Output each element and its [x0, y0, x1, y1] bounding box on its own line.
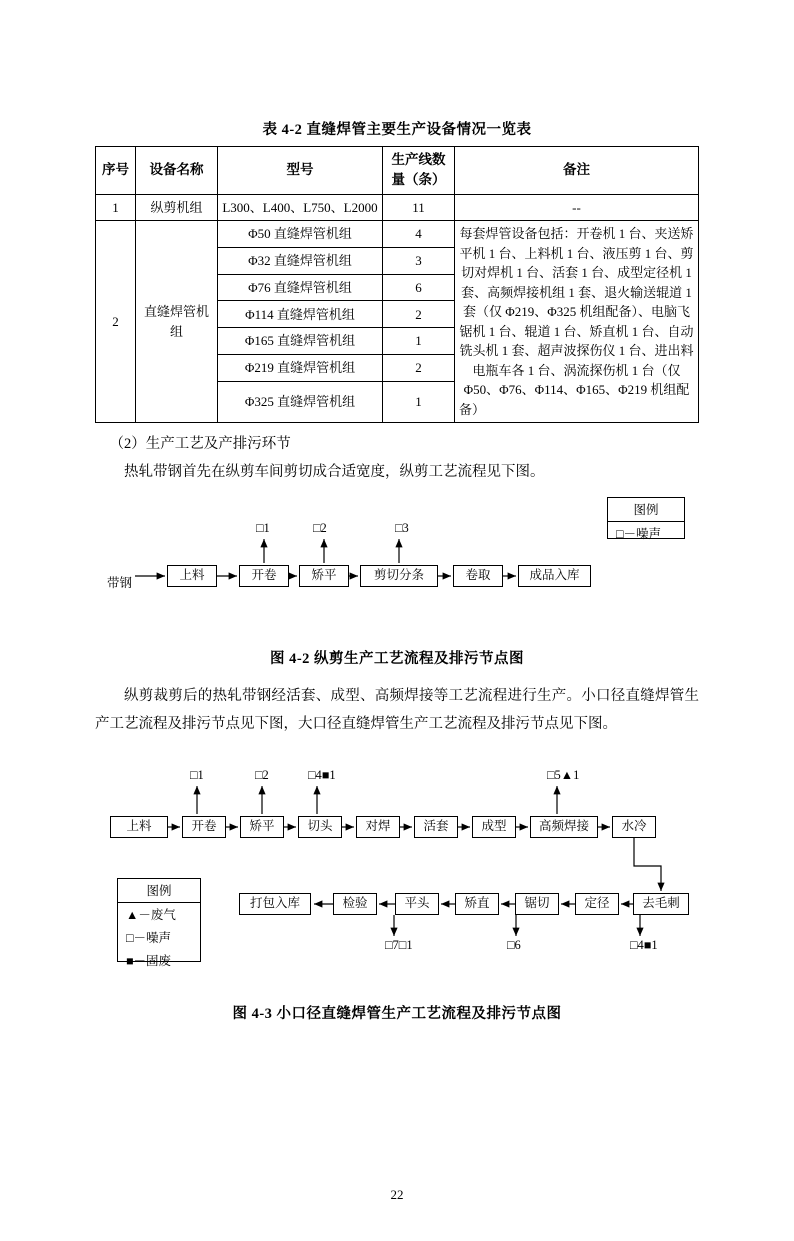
- figure1-marker-1: □1: [256, 520, 270, 535]
- figure2-box-shuileng: 水冷: [612, 816, 656, 838]
- cell-model: Φ50 直缝焊管机组: [218, 221, 383, 248]
- cell-model: Φ32 直缝焊管机组: [218, 247, 383, 274]
- cell-no: 2: [96, 221, 136, 423]
- cell-qty: 2: [383, 301, 455, 328]
- figure1-legend-title: 图例: [608, 498, 684, 522]
- figure-2-diagram: [95, 766, 699, 996]
- cell-qty: 2: [383, 355, 455, 382]
- figure2-marker-top-1: □1: [190, 768, 204, 783]
- cell-name: 纵剪机组: [136, 194, 218, 221]
- figure2-box-huotao: 活套: [414, 816, 458, 838]
- cell-qty: 11: [383, 194, 455, 221]
- cell-remark: --: [455, 194, 699, 221]
- table-header-no: 序号: [96, 147, 136, 195]
- figure1-box-juanqu: 卷取: [453, 565, 503, 587]
- figure1-box-shangliao: 上料: [167, 565, 217, 587]
- figure2-box-jianyan: 检验: [333, 893, 377, 915]
- figure2-box-qumaoci: 去毛刺: [633, 893, 689, 915]
- figure2-box-jiaozhi: 矫直: [455, 893, 499, 915]
- page-number: 22: [390, 1187, 404, 1202]
- figure2-box-kaijuan: 开卷: [182, 816, 226, 838]
- figure1-box-chengpinruku: 成品入库: [518, 565, 591, 587]
- cell-model: L300、L400、L750、L2000: [218, 194, 383, 221]
- figure2-marker-bottom-1: □7□1: [385, 938, 413, 953]
- figure2-marker-top-4: □5▲1: [547, 768, 580, 783]
- figure2-box-juqie: 锯切: [515, 893, 559, 915]
- table-header-remark: 备注: [455, 147, 699, 195]
- figure2-box-duihan: 对焊: [356, 816, 400, 838]
- figure2-legend-item-noise: □－噪声: [126, 931, 172, 946]
- section-title: （2）生产工艺及产排污环节: [109, 436, 291, 452]
- cell-qty: 1: [383, 328, 455, 355]
- cell-qty: 1: [383, 382, 455, 423]
- cell-model: Φ165 直缝焊管机组: [218, 328, 383, 355]
- cell-no: 1: [96, 194, 136, 221]
- figure2-legend-item-solid-waste: ■－固废: [126, 954, 172, 969]
- figure2-box-pingtou: 平头: [395, 893, 439, 915]
- table-header-qty: 生产线数量（条）: [383, 147, 455, 195]
- equipment-table: [95, 146, 699, 423]
- figure-1-caption: 图 4-2 纵剪生产工艺流程及排污节点图: [269, 650, 525, 667]
- figure1-legend-item: □－噪声: [616, 526, 662, 541]
- cell-name: 直缝焊管机组: [136, 221, 218, 423]
- figure1-marker-3: □3: [395, 520, 409, 535]
- table-row: [96, 221, 699, 248]
- table-header-model: 型号: [218, 147, 383, 195]
- cell-qty: 6: [383, 274, 455, 301]
- cell-model: Φ76 直缝焊管机组: [218, 274, 383, 301]
- figure2-legend-title: 图例: [118, 879, 200, 903]
- figure1-box-kaijuan: 开卷: [239, 565, 289, 587]
- cell-qty: 3: [383, 247, 455, 274]
- cell-model: Φ114 直缝焊管机组: [218, 301, 383, 328]
- figure2-box-dabaoruku: 打包入库: [239, 893, 311, 915]
- paragraph-2: 纵剪裁剪后的热轧带钢经活套、成型、高频焊接等工艺流程进行生产。小口径直缝焊管生产工艺流程及排污节点见下图，大口径直缝焊管生产工艺流程及排污节点见下图。: [95, 687, 699, 732]
- figure1-connectors: [95, 495, 699, 645]
- cell-model: Φ325 直缝焊管机组: [218, 382, 383, 423]
- figure2-box-chengxing: 成型: [472, 816, 516, 838]
- document-page: [0, 118, 794, 1241]
- figure2-marker-top-2: □2: [255, 768, 269, 783]
- cell-model: Φ219 直缝焊管机组: [218, 355, 383, 382]
- table-caption: 表 4-2 直缝焊管主要生产设备情况一览表: [262, 122, 532, 138]
- figure2-box-gaopinhanjie: 高频焊接: [530, 816, 598, 838]
- figure2-marker-bottom-3: □4■1: [630, 938, 658, 953]
- figure2-box-jiaoping: 矫平: [240, 816, 284, 838]
- figure2-legend-item-waste-gas: ▲－废气: [126, 908, 176, 923]
- figure2-marker-bottom-2: □6: [507, 938, 521, 953]
- figure2-box-qietou: 切头: [298, 816, 342, 838]
- figure-1-diagram: [95, 495, 699, 645]
- figure1-start-label: 带钢: [107, 575, 133, 590]
- figure2-connectors: [95, 766, 699, 996]
- figure1-box-jianqiefentiao: 剪切分条: [360, 565, 438, 587]
- table-header-name: 设备名称: [136, 147, 218, 195]
- table-row: [96, 194, 699, 221]
- cell-remark: 每套焊管设备包括：开卷机 1 台、夹送矫平机 1 台、上料机 1 台、液压剪 1 台、剪切对焊机 1 台、活套 1 台、成型定径机 1 套、高频焊接机组 1 套、退火输送辊道 1 套（仅 Φ219、Φ325 机组配备）、电脑飞锯机 1 台、辊道 1 台、矫直机 1 台、自动铣头机 1 套、超声波探伤仪 1 台、进出料电瓶车各 1 台、涡流探伤机 1 台（仅 Φ50、Φ76、Φ114、Φ165、Φ219 机组配备）: [455, 221, 699, 423]
- table-header-row: [96, 147, 699, 195]
- figure1-marker-2: □2: [313, 520, 327, 535]
- figure2-box-shangliao: 上料: [110, 816, 168, 838]
- cell-qty: 4: [383, 221, 455, 248]
- figure2-marker-top-3: □4■1: [308, 768, 336, 783]
- figure-2-caption: 图 4-3 小口径直缝焊管生产工艺流程及排污节点图: [232, 1006, 562, 1023]
- figure1-box-jiaoping: 矫平: [299, 565, 349, 587]
- figure2-box-dingjing: 定径: [575, 893, 619, 915]
- paragraph-1: 热轧带钢首先在纵剪车间剪切成合适宽度，纵剪工艺流程见下图。: [124, 464, 545, 481]
